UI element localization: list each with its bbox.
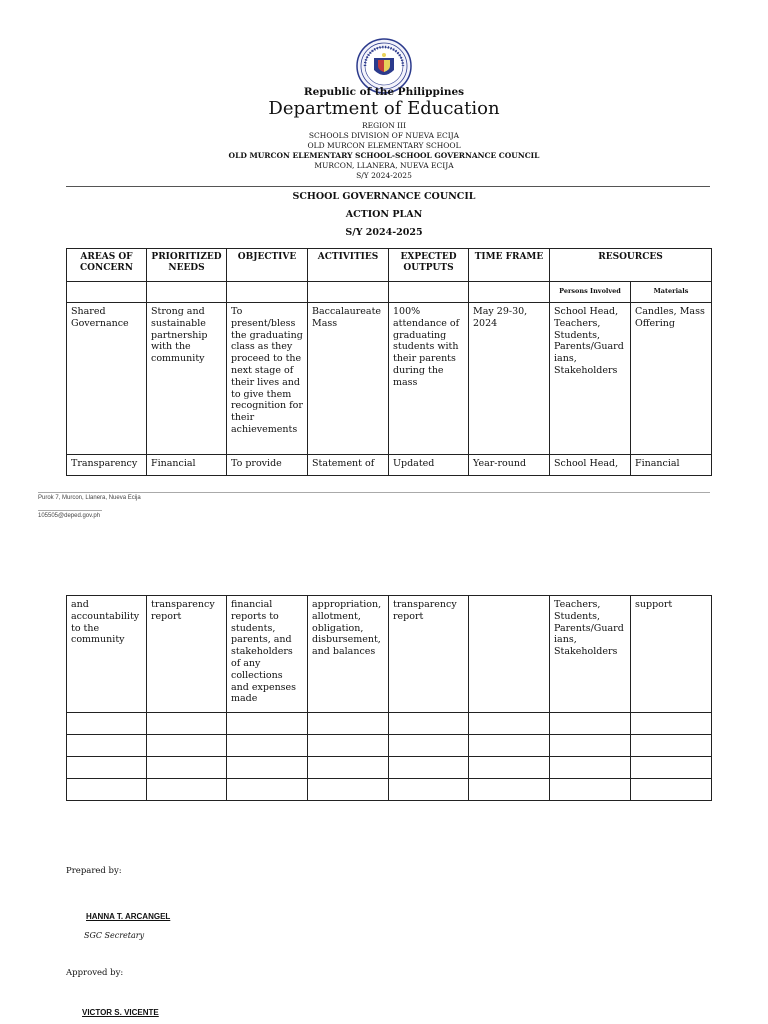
header-objective: OBJECTIVE: [227, 249, 308, 282]
region-label: REGION III: [361, 121, 407, 130]
school-label: OLD MURCON ELEMENTARY SCHOOL: [307, 141, 461, 150]
cell-areas: and accountability to the community: [67, 596, 147, 713]
cell-materials: support: [631, 596, 712, 713]
header-resources: RESOURCES: [550, 249, 712, 282]
cell-areas: Shared Governance: [67, 303, 147, 455]
cell-activities: Statement of: [308, 455, 389, 476]
school-year-label: S/Y 2024-2025: [356, 171, 412, 180]
address-label: MURCON, LLANERA, NUEVA ECIJA: [314, 161, 454, 170]
footer-short-rule: [38, 510, 102, 511]
council-label: OLD MURCON ELEMENTARY SCHOOL-SCHOOL GOVERNANCE COUNCIL: [228, 151, 540, 160]
cell-activities: Baccalaureate Mass: [308, 303, 389, 455]
cell-objective: financial reports to students, parents, and stakeholders of any collections and expenses made: [227, 596, 308, 713]
header-needs: PRIORITIZED NEEDS: [147, 249, 227, 282]
council-title: SCHOOL GOVERNANCE COUNCIL: [292, 191, 476, 202]
header-areas: AREAS OF CONCERN: [67, 249, 147, 282]
header-activities: ACTIVITIES: [308, 249, 389, 282]
division-label: SCHOOLS DIVISION OF NUEVA ECIJA: [308, 131, 460, 140]
footer-email: 105505@deped.gov.ph: [38, 513, 101, 519]
approved-by-name: VICTOR S. VICENTE: [82, 1008, 159, 1017]
cell-outputs: 100% attendance of graduating students with their parents during the mass: [389, 303, 469, 455]
table-subheader-row: [67, 282, 712, 303]
cell-timeframe: [469, 596, 550, 713]
table-row-empty: [67, 713, 712, 735]
header-materials: Materials: [631, 282, 712, 303]
table-row: [67, 596, 712, 713]
prepared-by-name: HANNA T. ARCANGEL: [86, 912, 171, 921]
table-row-empty: [67, 757, 712, 779]
action-plan-table-continued: [66, 595, 712, 801]
action-plan-table: [66, 248, 712, 476]
school-year-title: S/Y 2024-2025: [345, 227, 423, 238]
cell-objective: To provide: [227, 455, 308, 476]
approved-by-label: Approved by:: [66, 968, 124, 978]
cell-persons: Teachers, Students, Parents/Guardians, Stakeholders: [550, 596, 631, 713]
table-row: [67, 455, 712, 476]
footer-address: Purok 7, Murcon, Llanera, Nueva Ecija: [38, 495, 141, 501]
cell-persons: School Head, Teachers, Students, Parents/Guardians, Stakeholders: [550, 303, 631, 455]
header-persons-involved: Persons Involved: [550, 282, 631, 303]
table-row-empty: [67, 735, 712, 757]
cell-needs: Strong and sustainable partnership with the community: [147, 303, 227, 455]
cell-areas: Transparency: [67, 455, 147, 476]
cell-outputs: transparency report: [389, 596, 469, 713]
table-header-row: [67, 249, 712, 282]
cell-outputs: Updated: [389, 455, 469, 476]
prepared-by-label: Prepared by:: [66, 866, 122, 876]
header-divider: [66, 186, 710, 187]
cell-timeframe: Year-round: [469, 455, 550, 476]
cell-materials: Candles, Mass Offering: [631, 303, 712, 455]
cell-needs: transparency report: [147, 596, 227, 713]
department-heading: Department of Education: [268, 98, 500, 119]
republic-heading: Republic of the Philippines: [303, 86, 465, 98]
cell-timeframe: May 29-30, 2024: [469, 303, 550, 455]
cell-materials: Financial: [631, 455, 712, 476]
header-outputs: EXPECTED OUTPUTS: [389, 249, 469, 282]
header-timeframe: TIME FRAME: [469, 249, 550, 282]
table-row: [67, 303, 712, 455]
cell-needs: Financial: [147, 455, 227, 476]
cell-persons: School Head,: [550, 455, 631, 476]
table-row-empty: [67, 779, 712, 801]
prepared-by-role: SGC Secretary: [84, 931, 145, 940]
cell-activities: appropriation, allotment, obligation, disbursement, and balances: [308, 596, 389, 713]
cell-objective: To present/bless the graduating class as they proceed to the next stage of their lives and to give them recognition for their achievements: [227, 303, 308, 455]
action-plan-title: ACTION PLAN: [345, 209, 423, 220]
footer-divider: [38, 492, 710, 493]
